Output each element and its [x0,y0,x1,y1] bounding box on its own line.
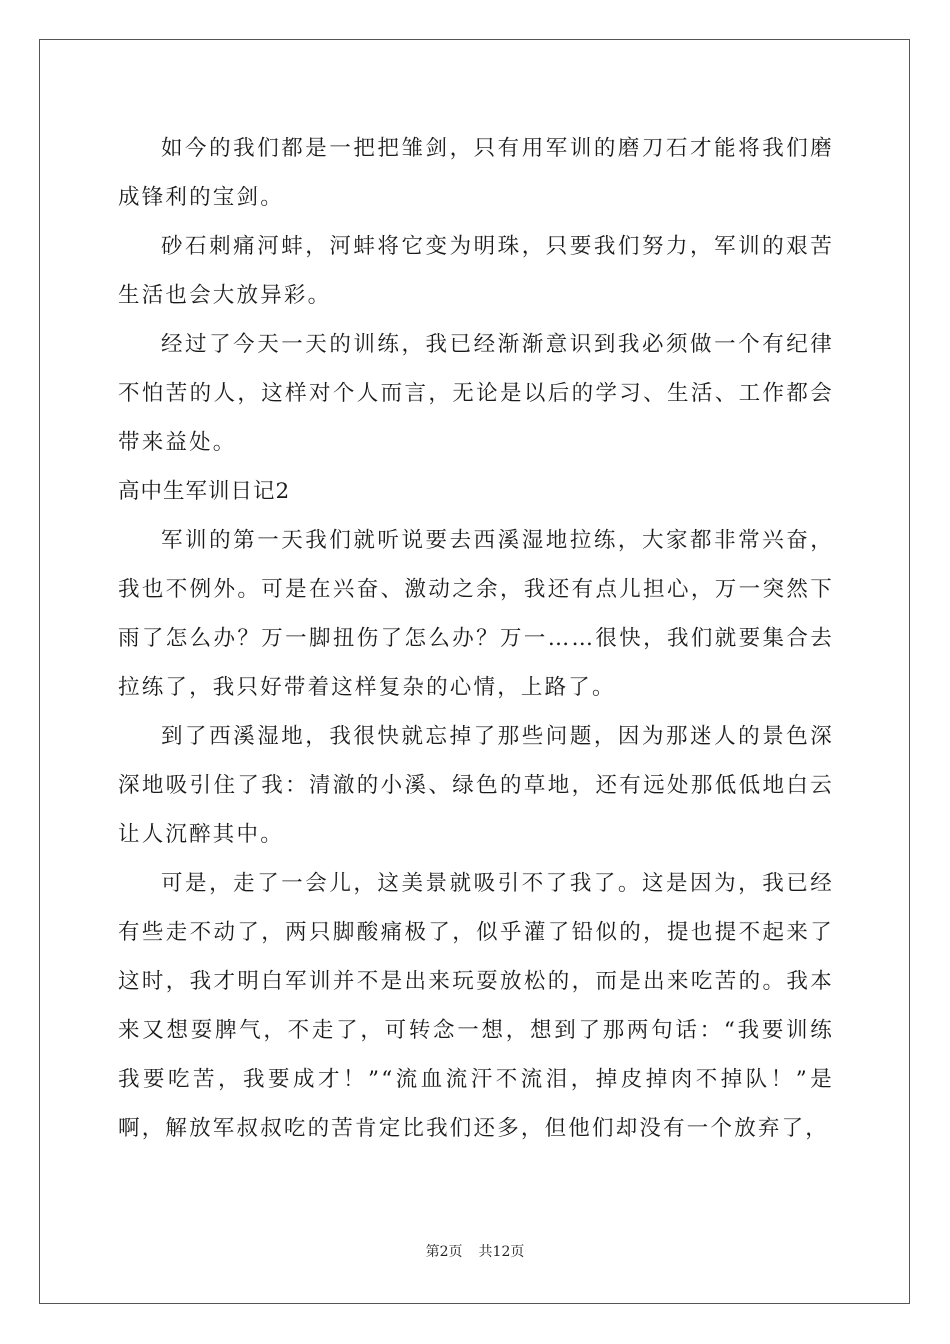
page-number: 第2页 [425,1244,463,1260]
paragraph: 可是，走了一会儿，这美景就吸引不了我了。这是因为，我已经有些走不动了，两只脚酸痛极了，似乎灌了铅似的，提也提不起来了这时，我才明白军训并不是出来玩耍放松的，而是出来吃苦的。我本来又想耍脾气，不走了，可转念一想，想到了那两句话：“我要训练我要吃苦，我要成才！”“流血流汗不流泪，掉皮掉肉不掉队！”是啊，解放军叔叔吃的苦肯定比我们还多，但他们却没有一个放弃了， [118,871,834,1141]
paragraph: 到了西溪湿地，我很快就忘掉了那些问题，因为那迷人的景色深深地吸引住了我：清澈的小溪、绿色的草地，还有远处那低低地白云让人沉醉其中。 [118,724,834,847]
page-total: 共12页 [478,1244,525,1260]
paragraph: 如今的我们都是一把把雏剑，只有用军训的磨刀石才能将我们磨成锋利的宝剑。 [118,136,834,210]
paragraph: 军训的第一天我们就听说要去西溪湿地拉练，大家都非常兴奋，我也不例外。可是在兴奋、激动之余，我还有点儿担心，万一突然下雨了怎么办？万一脚扭伤了怎么办？万一……很快，我们就要集合去拉练了，我只好带着这样复杂的心情，上路了。 [118,528,834,700]
document-body [118,124,834,1153]
paragraph: 砂石刺痛河蚌，河蚌将它变为明珠，只要我们努力，军训的艰苦生活也会大放异彩。 [118,234,834,308]
page-footer [0,1241,950,1261]
section-heading: 高中生军训日记2 [118,479,291,504]
paragraph: 经过了今天一天的训练，我已经渐渐意识到我必须做一个有纪律不怕苦的人，这样对个人而言，无论是以后的学习、生活、工作都会带来益处。 [118,332,834,455]
